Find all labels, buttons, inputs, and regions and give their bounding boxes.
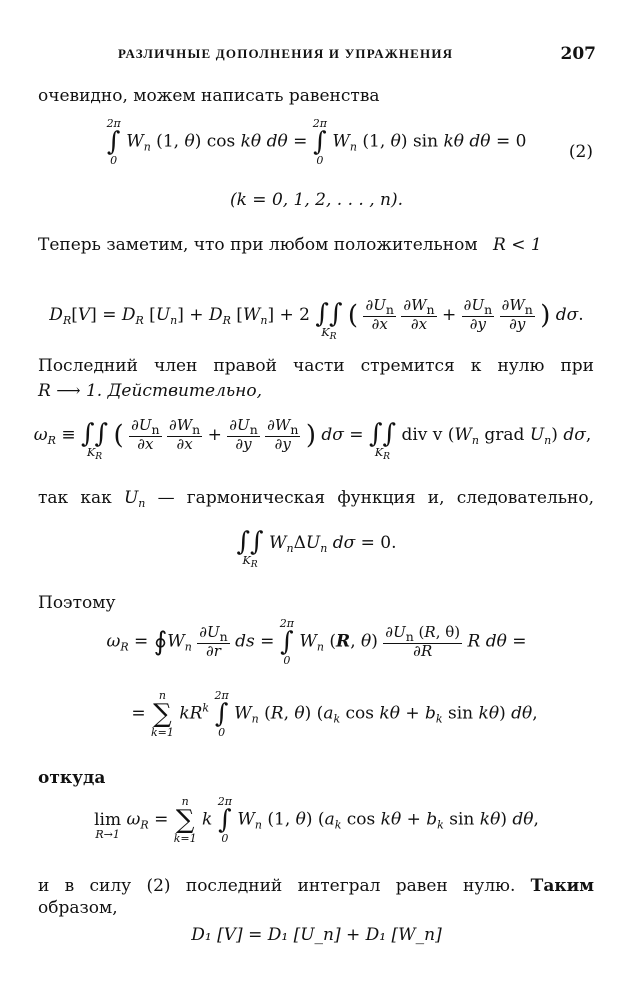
equation-2: 2π ∫ 0 $W_n$ (1, θ) cos kθ dθ = 2π ∫ 0 $W_n$ (1, θ) sin kθ dθ = 0: [106, 117, 527, 167]
limit-operator: lim R→1: [94, 809, 122, 841]
text-harmonic: — гармоническая функция и, следовательно,: [157, 488, 594, 508]
text-since: так как: [38, 488, 112, 508]
text-whence: откуда: [38, 768, 106, 788]
text-thus: Таким: [530, 876, 594, 896]
text-obviously: очевидно, можем написать равенства: [38, 86, 380, 106]
equation-dirichlet: $D_R[V] = D_R$ $[U_n] + D_R$ $[W_n] + 2$ ∫∫ $K_R$ ( $\frac{\partial U_n}{\partial x}$ $\frac{\partial W_n}{\partial x}$ + $\frac{\partial U_n}{\partial y}$ $\frac{\partial W_n}{\partial y}$ ) dσ.: [0, 290, 633, 341]
integral-sign: 2π ∫ 0: [312, 117, 327, 167]
sum-sign: n ∑ k=1: [151, 689, 174, 739]
equation-sum: = n ∑ k=1 $kR^k$ 2π ∫ 0 $W_n$ (R, θ) ($a_k$ $\cos k\theta + b_k$ sin kθ) dθ,: [131, 689, 538, 739]
equation-contour: $\omega_R$ = $∮W_n$ $\frac{\partial U_n}{\partial r}$ ds = 2π ∫ 0 $W_n$ (R, θ) $\frac{\partial U_n (R, \theta)}{\partial R}$ R dθ =: [106, 617, 527, 667]
integral-sign: 2π ∫ 0: [279, 617, 295, 667]
paragraph-line: [38, 593, 594, 614]
double-integral-sign: ∫∫ $K_R$: [81, 419, 109, 463]
running-title: РАЗЛИЧНЫЕ ДОПОЛНЕНИЯ И УПРАЖНЕНИЯ: [118, 46, 454, 61]
paragraph-line: [38, 768, 594, 789]
paragraph-line: [38, 876, 594, 897]
paragraph-line: [38, 86, 594, 107]
paragraph-line: так как $U_n$ — гармоническая функция и, следовательно,: [38, 488, 594, 510]
text-by-virtue: и в силу (2) последний интеграл равен нулю.: [38, 876, 516, 896]
div-operator: div v: [401, 425, 443, 446]
condition-r: R < 1: [493, 235, 542, 255]
paragraph-line: [38, 381, 594, 402]
integral-sign: 2π ∫ 0: [214, 689, 229, 739]
text-therefore: Поэтому: [38, 593, 116, 613]
paragraph-line: [38, 235, 594, 256]
text-now-note: Теперь заметим, что при любом положительном: [38, 235, 478, 255]
equation-limit: lim R→1 $\omega_R$ = n ∑ k=1 k 2π ∫ 0 $W_n$ (1, θ) ($a_k$ $\cos k\theta + b_k$ sin kθ) dθ,: [94, 795, 539, 845]
equation-laplace: ∫∫ $K_R$ $W_n\Delta U_n$ dσ = 0.: [0, 518, 633, 569]
double-integral-sign: ∫∫ $K_R$: [236, 527, 264, 571]
double-integral-sign: ∫∫ $K_R$: [315, 299, 343, 343]
equation-final: D₁ [V] = D₁ [U_n] + D₁ [W_n]: [191, 925, 442, 945]
integral-sign: 2π ∫ 0: [106, 117, 121, 167]
text-r-tends: R ⟶ 1. Действительно,: [38, 381, 263, 401]
integral-sign: 2π ∫ 0: [217, 795, 232, 845]
text-last-term: Последний член правой части стремится к нулю при: [38, 356, 594, 376]
double-integral-sign: ∫∫ $K_R$: [368, 419, 397, 463]
equation-2-range: (k = 0, 1, 2, . . . , n).: [229, 190, 404, 210]
page-number: 207: [560, 44, 596, 64]
paragraph-line: [38, 356, 594, 377]
equation-omega: $\omega_R$ ≡ ∫∫ $K_R$ ( $\frac{\partial U_n}{\partial x}$ $\frac{\partial W_n}{\partial x}$ + $\frac{\partial U_n}{\partial y}$ $\frac{\partial W_n}{\partial y}$ ) dσ = ∫∫ $K_R$ div v ($W_n$ grad $U_n$) dσ,: [0, 410, 629, 461]
paragraph-line: [38, 898, 594, 919]
equation-number: (2): [568, 142, 593, 162]
running-header: [0, 44, 633, 68]
text-way: образом,: [38, 898, 118, 918]
sum-sign: n ∑ k=1: [173, 795, 197, 845]
